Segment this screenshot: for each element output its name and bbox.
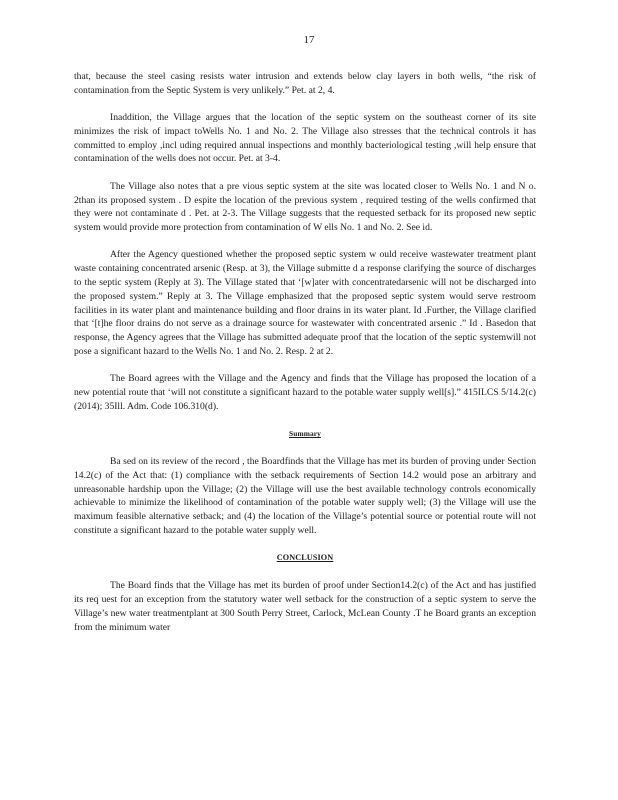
summary-heading: Summary xyxy=(289,429,321,439)
paragraph-summary: Ba sed on its review of the record , the Boardfinds that the Village has met its burden of proving under Section 14.2(c) of the Act that: (1) compliance with the setback requirements of Section 14.2 would pose an arbitrary and unreasonable hardship upon the Village; (2) the Village will use the best available technology controls economically achievable to minimize the likelihood of contamination of the potable water supply well; (3) the Village will use the maximum feasible alternative setback; and (4) the location of the Village’s potential source or potential route will not constitute a significant hazard to the potable water supply well. xyxy=(74,456,536,537)
document-body xyxy=(74,70,536,648)
paragraph-village-argues: Inaddition, the Village argues that the location of the septic system on the southeast corner of its site minimizes the risk of impact toWells No. 1 and No. 2. The Village also stresses that the technical controls it has committed to employ ,incl uding required annual inspections and monthly bacteriological testing ,will help ensure that contamination of the wells does not occur. Pet. at 3-4. xyxy=(74,112,536,165)
page-number: 17 xyxy=(303,34,315,46)
paragraph-conclusion: The Board finds that the Village has met its burden of proof under Section14.2(c) of the Act and has justified its req uest for an exception from the statutory water well setback for the construction of a septic system to serve the Village’s new water treatmentplant at 300 South Perry Street, Carlock, McLean County .T he Board grants an exception from the minimum water xyxy=(74,580,536,633)
paragraph-board-agrees: The Board agrees with the Village and the Agency and finds that the Village has proposed the location of a new potential route that ‘will not constitute a significant hazard to the potable water supply well[s].” 415ILCS 5/14.2(c) (2014); 35Ill. Adm. Code 106.310(d). xyxy=(74,373,536,412)
conclusion-heading: CONCLUSION xyxy=(276,553,334,563)
paragraph-continued: that, because the steel casing resists water intrusion and extends below clay layers in both wells, “the risk of contamination from the Septic System is very unlikely.” Pet. at 2, 4. xyxy=(74,71,536,96)
paragraph-previous-septic: The Village also notes that a pre vious septic system at the site was located closer to Wells No. 1 and N o. 2than its proposed system . D espite the location of the previous system , required testing of the wells confirmed that they were not contaminate d . Pet. at 2-3. The Village suggests that the requested setback for its proposed new septic system would provide more protection from contamination of W ells No. 1 and No. 2. See id. xyxy=(74,180,536,234)
paragraph-agency-arsenic: After the Agency questioned whether the proposed septic system w ould receive wastewater treatment plant waste containing concentrated arsenic (Resp. at 3), the Village submitte d a response clarifying the source of discharges to the septic system (Reply at 3). The Village stated that ‘[w]ater with concentratedarsenic will not be discharged into the proposed system.” Reply at 3. The Village emphasized that the proposed septic system would serve restroom facilities in its water plant and maintenance building and floor drains in its water plant. Id .Further, the Village clarified that ‘[t]he floor drains do not serve as a drainage source for wastewater with concentrated arsenic .” Id . Basedon that response, the Agency agrees that the Village has submitted adequate proof that the location of the septic systemwill not pose a significant hazard to the Wells No. 1 and No. 2. Resp. 2 at 2. xyxy=(74,249,536,358)
